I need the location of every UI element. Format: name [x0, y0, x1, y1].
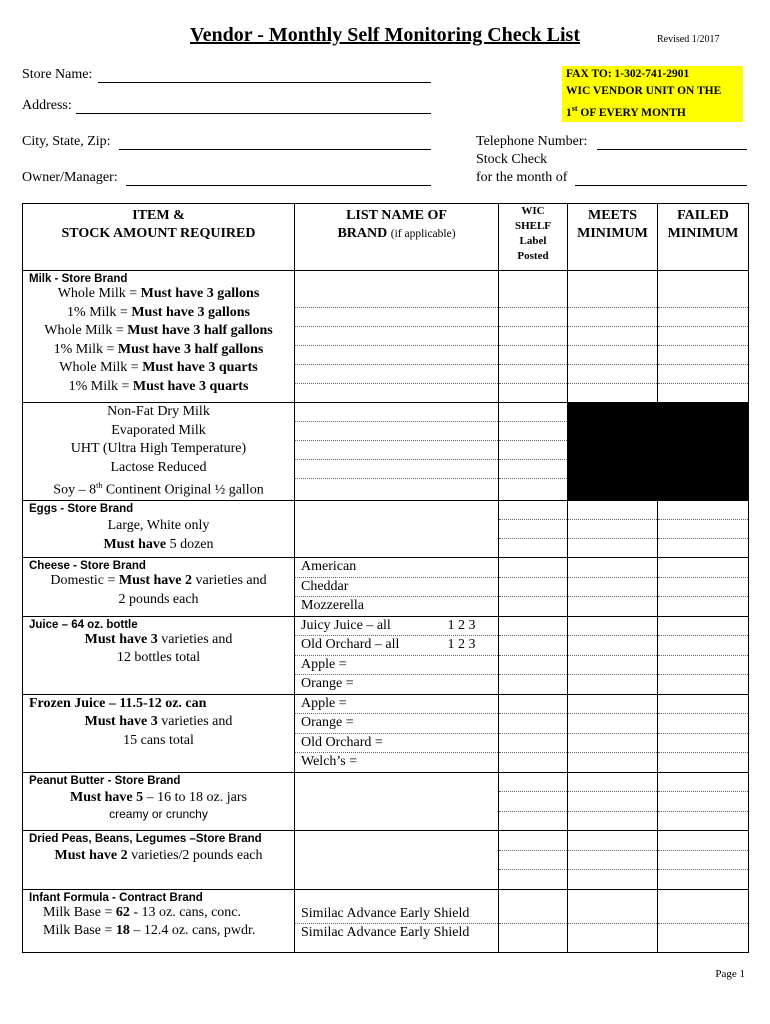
month-label: for the month of — [476, 170, 568, 185]
milk-option: Non-Fat Dry Milk — [107, 404, 210, 419]
eggs-heading: Eggs - Store Brand — [29, 503, 134, 516]
juice-items — [23, 616, 295, 694]
cheese-failed-cells[interactable] — [658, 558, 749, 617]
eggs-items — [23, 501, 295, 558]
peanut-butter-row — [23, 772, 749, 831]
milk-item: 1% Milk = Must have 3 quarts — [68, 378, 249, 394]
frozen-juice-row — [23, 694, 749, 772]
peanut-butter-items — [23, 772, 295, 831]
infant-formula-items — [23, 889, 295, 952]
frozen-juice-brand: Orange = — [295, 714, 498, 734]
eggs-requirement: Must have 5 dozen — [103, 536, 214, 552]
peanut-butter-brand-cell[interactable] — [295, 772, 499, 831]
juice-brand: Orange = — [301, 676, 354, 692]
fax-notice — [562, 66, 743, 122]
milk-meets-cells[interactable] — [568, 271, 658, 403]
dried-legumes-brand-cell[interactable] — [295, 831, 499, 890]
peanut-butter-requirement: Must have 5 – 16 to 18 oz. jars — [70, 789, 247, 805]
juice-requirement: Must have 3 varieties and — [84, 631, 233, 647]
frozen-juice-meets-cells[interactable] — [568, 694, 658, 772]
eggs-item: Large, White only — [107, 518, 210, 534]
infant-formula-meets-cells[interactable] — [568, 889, 658, 952]
frozen-juice-heading: Frozen Juice – 11.5-12 oz. can — [29, 695, 207, 711]
wic-shelf-column-header: WIC SHELF Label Posted — [499, 204, 568, 271]
milk-optional-brand-cells[interactable] — [295, 403, 499, 501]
juice-brand: Apple = — [295, 656, 498, 676]
milk-failed-cells[interactable] — [658, 271, 749, 403]
frozen-juice-requirement: Must have 3 varieties and — [84, 714, 233, 730]
milk-item: Whole Milk = Must have 3 quarts — [59, 360, 258, 375]
cheese-brand: Cheddar — [295, 578, 498, 598]
item-column-header: ITEM & STOCK AMOUNT REQUIRED — [23, 204, 295, 271]
owner-manager-label: Owner/Manager: — [22, 170, 118, 185]
milk-option: UHT (Ultra High Temperature) — [70, 441, 247, 456]
milk-option: Evaporated Milk — [111, 422, 206, 438]
milk-heading: Milk - Store Brand — [29, 273, 128, 285]
frozen-juice-failed-cells[interactable] — [658, 694, 749, 772]
peanut-butter-failed-cells[interactable] — [658, 772, 749, 831]
milk-items — [23, 271, 295, 403]
fax-unit: WIC VENDOR UNIT ON THE — [566, 85, 722, 97]
milk-optional-wic-cells[interactable] — [499, 403, 568, 501]
cheese-wic-cells[interactable] — [499, 558, 568, 617]
peanut-butter-meets-cells[interactable] — [568, 772, 658, 831]
milk-brand-cells[interactable] — [295, 271, 499, 403]
cheese-meets-cells[interactable] — [568, 558, 658, 617]
eggs-brand-cell[interactable] — [295, 501, 499, 558]
fax-number: FAX TO: 1-302-741-2901 — [566, 68, 690, 80]
juice-brand: Juicy Juice – all 1 2 3 — [295, 617, 498, 637]
juice-row — [23, 616, 749, 694]
cheese-heading: Cheese - Store Brand — [29, 560, 146, 573]
peanut-butter-heading: Peanut Butter - Store Brand — [29, 774, 181, 787]
frozen-juice-amount: 15 cans total — [123, 732, 194, 748]
cheese-row — [23, 558, 749, 617]
blacked-out-cell — [568, 403, 658, 501]
city-state-zip-label: City, State, Zip: — [22, 134, 111, 149]
milk-required-row — [23, 271, 749, 403]
juice-amount: 12 bottles total — [116, 650, 201, 666]
eggs-wic-cells[interactable] — [499, 501, 568, 558]
cheese-brand-cells[interactable] — [295, 558, 499, 617]
frozen-juice-brand-cells[interactable] — [295, 694, 499, 772]
juice-wic-cells[interactable] — [499, 616, 568, 694]
cheese-amount: 2 pounds each — [118, 591, 199, 607]
juice-failed-cells[interactable] — [658, 616, 749, 694]
soy-milk-option: Soy – 8th Continent Original ½ gallon — [53, 481, 264, 498]
infant-formula-powder: Milk Base = 18 – 12.4 oz. cans, pwdr. — [43, 923, 256, 939]
meets-minimum-header: MEETS MINIMUM — [568, 204, 658, 271]
infant-formula-brand: Similac Advance Early Shield — [295, 905, 498, 925]
infant-formula-conc: Milk Base = 62 - 13 oz. cans, conc. — [43, 904, 242, 920]
dried-legumes-items — [23, 831, 295, 890]
juice-brand-cells[interactable] — [295, 616, 499, 694]
failed-minimum-header: FAILED MINIMUM — [658, 204, 749, 271]
peanut-butter-type: creamy or crunchy — [109, 807, 208, 822]
dried-legumes-wic-cells[interactable] — [499, 831, 568, 890]
infant-formula-row — [23, 889, 749, 952]
dried-legumes-row — [23, 831, 749, 890]
address-label: Address: — [22, 98, 72, 113]
infant-formula-heading: Infant Formula - Contract Brand — [29, 891, 203, 904]
dried-legumes-failed-cells[interactable] — [658, 831, 749, 890]
page-number: Page 1 — [715, 968, 745, 980]
fax-deadline: 1st OF EVERY MONTH — [566, 104, 686, 119]
frozen-juice-items — [23, 694, 295, 772]
address-field[interactable] — [76, 113, 431, 114]
dried-legumes-requirement: Must have 2 varieties/2 pounds each — [54, 848, 263, 864]
store-name-field[interactable] — [98, 82, 431, 83]
milk-item: Whole Milk = Must have 3 gallons — [57, 286, 260, 301]
milk-option: Lactose Reduced — [110, 459, 207, 475]
eggs-failed-cells[interactable] — [658, 501, 749, 558]
peanut-butter-wic-cells[interactable] — [499, 772, 568, 831]
milk-item: 1% Milk = Must have 3 half gallons — [53, 341, 264, 357]
eggs-row — [23, 501, 749, 558]
dried-legumes-heading: Dried Peas, Beans, Legumes –Store Brand — [29, 833, 262, 846]
form-title: Vendor - Monthly Self Monitoring Check List — [189, 24, 581, 46]
frozen-juice-brand: Old Orchard = — [295, 734, 498, 754]
store-name-label: Store Name: — [22, 67, 93, 82]
frozen-juice-brand: Welch’s = — [301, 754, 358, 770]
brand-column-header: LIST NAME OF BRAND (if applicable) — [295, 204, 499, 271]
frozen-juice-wic-cells[interactable] — [499, 694, 568, 772]
dried-legumes-meets-cells[interactable] — [568, 831, 658, 890]
infant-formula-failed-cells[interactable] — [658, 889, 749, 952]
infant-formula-wic-cells[interactable] — [499, 889, 568, 952]
cheese-requirement: Domestic = Must have 2 varieties and — [50, 573, 267, 589]
cheese-brand: American — [295, 558, 498, 578]
revised-date: Revised 1/2017 — [657, 34, 720, 45]
frozen-juice-brand: Apple = — [295, 695, 498, 715]
juice-brand: Old Orchard – all 1 2 3 — [295, 636, 498, 656]
city-state-zip-field[interactable] — [119, 149, 431, 150]
owner-manager-field[interactable] — [126, 185, 431, 186]
eggs-meets-cells[interactable] — [568, 501, 658, 558]
cheese-items — [23, 558, 295, 617]
infant-formula-brand-cells[interactable] — [295, 889, 499, 952]
header-row — [23, 204, 749, 271]
stock-check-label: Stock Check — [476, 152, 548, 167]
infant-formula-brand: Similac Advance Early Shield — [301, 925, 470, 941]
milk-item: 1% Milk = Must have 3 gallons — [67, 304, 250, 320]
checklist-table — [22, 203, 749, 953]
milk-item: Whole Milk = Must have 3 half gallons — [44, 323, 273, 338]
cheese-brand: Mozzerella — [301, 598, 364, 614]
milk-wic-cells[interactable] — [499, 271, 568, 403]
blacked-out-cell — [658, 403, 749, 501]
telephone-field[interactable] — [597, 149, 747, 150]
milk-optional-row — [23, 403, 749, 501]
juice-heading: Juice – 64 oz. bottle — [29, 618, 138, 631]
month-field[interactable] — [575, 185, 747, 186]
telephone-label: Telephone Number: — [476, 134, 588, 149]
juice-meets-cells[interactable] — [568, 616, 658, 694]
milk-optional-items — [23, 403, 295, 501]
